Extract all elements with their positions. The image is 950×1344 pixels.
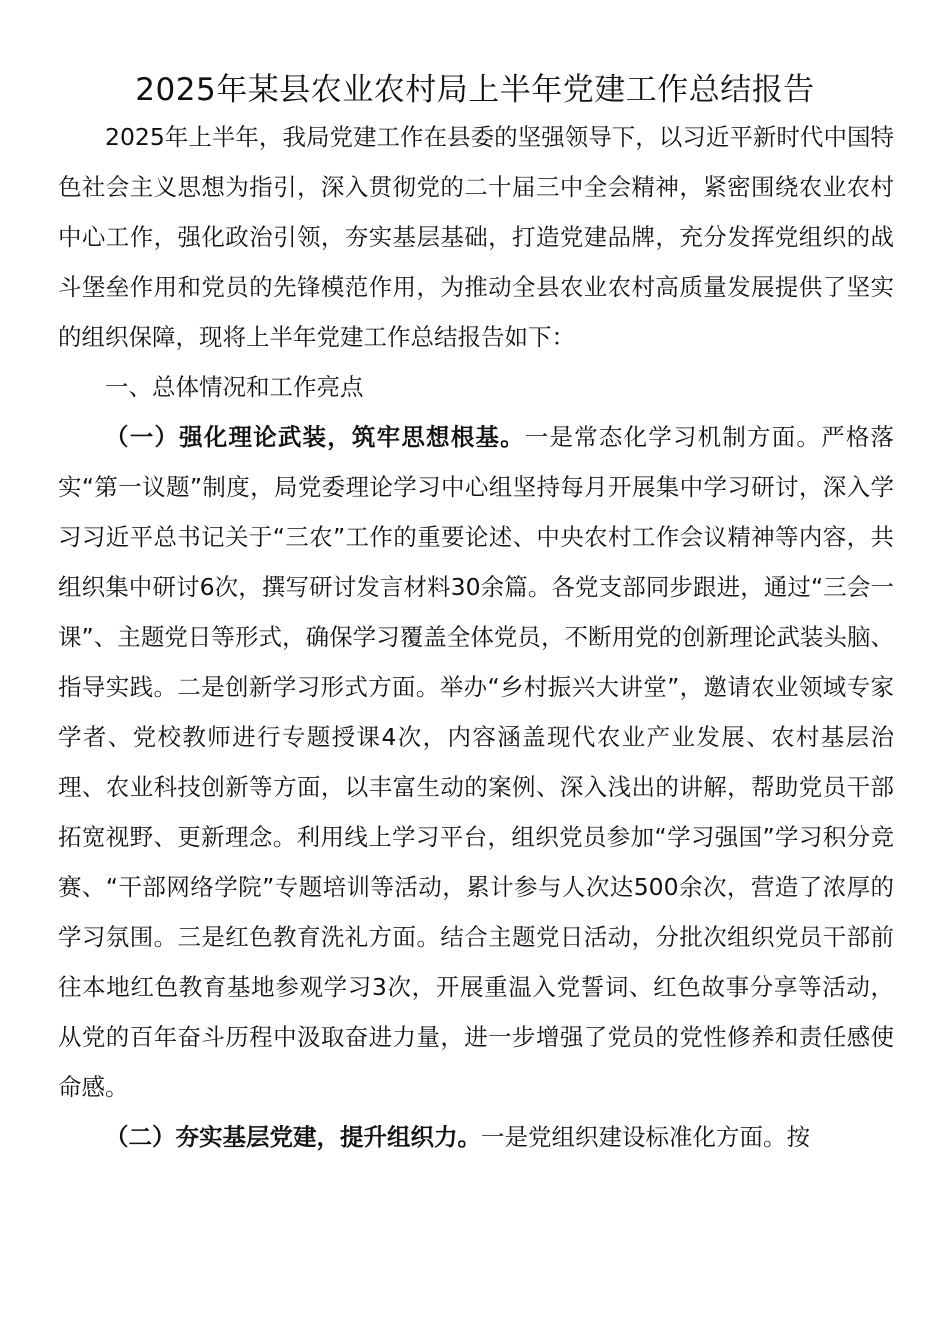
subsection-1-paragraph: [58, 412, 894, 1112]
document-title: 2025年某县农业农村局上半年党建工作总结报告: [135, 72, 815, 108]
subsection-1-lead: （一）强化理论武装，筑牢思想根基。: [105, 423, 525, 451]
subsection-2-lead: （二）夯实基层党建，提升组织力。: [105, 1123, 481, 1151]
intro-paragraph: 2025年上半年，我局党建工作在县委的坚强领导下，以习近平新时代中国特色社会主义思想为指引，深入贯彻党的二十届三中全会精神，紧密围绕农业农村中心工作，强化政治引领，夯实基层基础，打造党建品牌，充分发挥党组织的战斗堡垒作用和党员的先锋模范作用，为推动全县农业农村高质量发展提供了坚实的组织保障，现将上半年党建工作总结报告如下：: [58, 123, 894, 351]
section-heading: 一、总体情况和工作亮点: [105, 373, 364, 401]
subsection-2-text: 一是党组织建设标准化方面。按: [481, 1123, 810, 1151]
subsection-2-paragraph: [58, 1112, 894, 1162]
subsection-1-text: 一是常态化学习机制方面。严格落实“第一议题”制度，局党委理论学习中心组坚持每月开展集中学习研讨，深入学习习近平总书记关于“三农”工作的重要论述、中央农村工作会议精神等内容，共组织集中研讨6次，撰写研讨发言材料30余篇。各党支部同步跟进，通过“三会一课”、主题党日等形式，确保学习覆盖全体党员，不断用党的创新理论武装头脑、指导实践。二是创新学习形式方面。举办“乡村振兴大讲堂”，邀请农业领域专家学者、党校教师进行专题授课4次，内容涵盖现代农业产业发展、农村基层治理、农业科技创新等方面，以丰富生动的案例、深入浅出的讲解，帮助党员干部拓宽视野、更新理念。利用线上学习平台，组织党员参加“学习强国”学习积分竞赛、“干部网络学院”专题培训等活动，累计参与人次达500余次，营造了浓厚的学习氛围。三是红色教育洗礼方面。结合主题党日活动，分批次组织党员干部前往本地红色教育基地参观学习3次，开展重温入党誓词、红色故事分享等活动，从党的百年奋斗历程中汲取奋进力量，进一步增强了党员的党性修养和责任感使命感。: [58, 423, 895, 1101]
document-body: [58, 112, 894, 1162]
